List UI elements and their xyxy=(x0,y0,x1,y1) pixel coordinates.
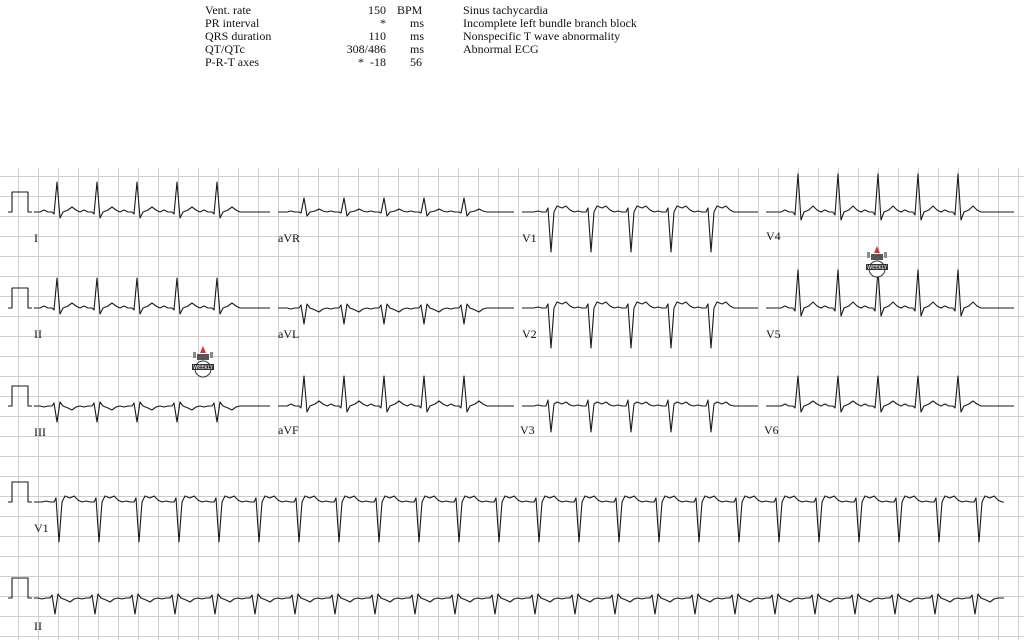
measurement-unit: ms xyxy=(410,42,425,56)
lead-trace xyxy=(766,174,1014,220)
ecg-grid xyxy=(0,168,1024,640)
calibration-pulse xyxy=(8,288,32,308)
measurement-value: 150 xyxy=(368,3,386,17)
lead-label-avf: aVF xyxy=(278,423,299,437)
lead-trace xyxy=(278,304,514,324)
logo-text: WEEKLY xyxy=(193,365,213,371)
lead-trace xyxy=(278,376,514,412)
lead-trace xyxy=(34,182,270,218)
interpretation-line: Abnormal ECG xyxy=(463,42,539,56)
measurement-label: PR interval xyxy=(205,16,260,30)
lead-trace xyxy=(34,402,270,422)
calibration-pulse xyxy=(8,192,32,212)
interpretation-line: Sinus tachycardia xyxy=(463,3,548,17)
measurement-label: P-R-T axes xyxy=(205,55,260,69)
lead-label-avl: aVL xyxy=(278,327,300,341)
lead-label-v1: V1 xyxy=(522,231,537,245)
calibration-pulse xyxy=(8,578,32,598)
lead-label-rhythm-ii: II xyxy=(34,619,42,633)
lead-label-i: I xyxy=(34,231,38,245)
measurement-label: QRS duration xyxy=(205,29,272,43)
lead-label-iii: III xyxy=(34,425,46,439)
measurement-value: * -18 xyxy=(358,55,386,69)
calibration-pulse xyxy=(8,482,32,502)
measurement-value: 110 xyxy=(368,29,386,43)
logo-text: WEEKLY xyxy=(867,265,887,271)
measurement-value: 308/486 xyxy=(346,42,386,56)
measurement-unit: BPM xyxy=(397,3,423,17)
lead-trace xyxy=(766,376,1014,412)
lead-label-ii: II xyxy=(34,327,42,341)
lead-trace xyxy=(522,206,758,252)
weekly-logo-icon xyxy=(188,344,218,378)
lead-trace xyxy=(278,198,514,216)
lead-trace xyxy=(522,400,758,432)
interpretation-line: Nonspecific T wave abnormality xyxy=(463,29,621,43)
lead-label-v2: V2 xyxy=(522,327,537,341)
lead-label-v5: V5 xyxy=(766,327,781,341)
weekly-logo-watermark xyxy=(862,244,892,278)
lead-trace xyxy=(522,302,758,348)
ecg-traces xyxy=(0,168,1024,640)
rhythm-trace-v1 xyxy=(34,496,1004,542)
rhythm-trace-ii xyxy=(34,594,1004,614)
lead-label-avr: aVR xyxy=(278,231,300,245)
lead-trace xyxy=(34,278,270,314)
weekly-logo-watermark xyxy=(188,344,218,378)
measurement-unit: 56 xyxy=(410,55,422,69)
measurement-label: Vent. rate xyxy=(205,3,251,17)
lead-label-v6: V6 xyxy=(764,423,779,437)
interpretation-line: Incomplete left bundle branch block xyxy=(463,16,637,30)
measurement-unit: ms xyxy=(410,16,425,30)
weekly-logo-icon xyxy=(862,244,892,278)
ecg-report-header xyxy=(0,0,1024,160)
lead-label-v3: V3 xyxy=(520,423,535,437)
lead-label-rhythm-v1: V1 xyxy=(34,521,49,535)
measurement-value: * xyxy=(380,16,386,30)
calibration-pulse xyxy=(8,386,32,406)
measurement-unit: ms xyxy=(410,29,425,43)
lead-label-v4: V4 xyxy=(766,229,781,243)
measurement-label: QT/QTc xyxy=(205,42,245,56)
